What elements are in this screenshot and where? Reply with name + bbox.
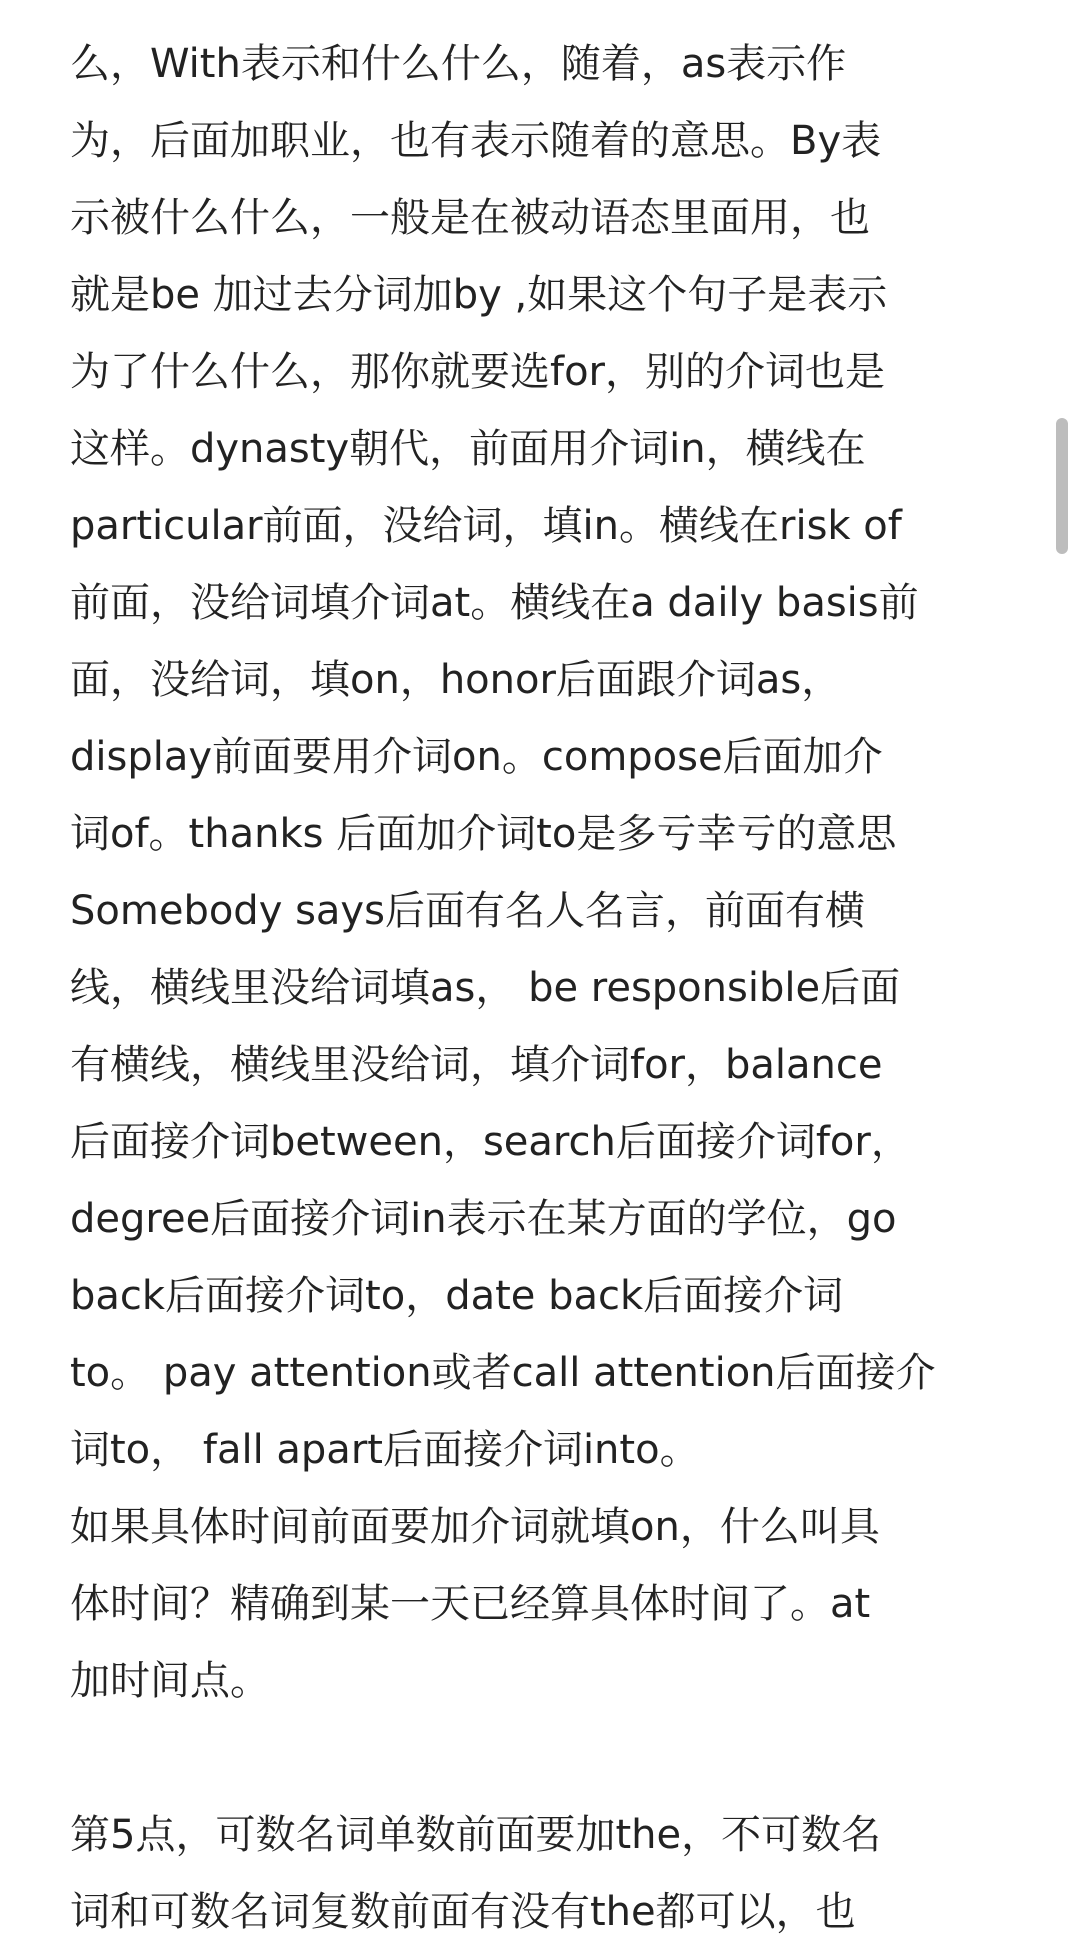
text-line: 体时间？精确到某一天已经算具体时间了。at — [70, 1581, 871, 1627]
text-line: back后面接介词to，date back后面接介词 — [70, 1273, 844, 1319]
text-line: 面，没给词，填on，honor后面跟介词as， — [70, 657, 842, 703]
text-line: 这样。dynasty朝代，前面用介词in，横线在 — [70, 426, 866, 472]
paragraph-spacer — [70, 1720, 1020, 1797]
text-line: 为，后面加职业，也有表示随着的意思。By表 — [70, 118, 882, 164]
text-line: 线，横线里没给词填as， be responsible后面 — [70, 965, 901, 1011]
text-line: 词to， fall apart后面接介词into。 — [70, 1427, 700, 1473]
text-line: 加时间点。 — [70, 1658, 270, 1704]
text-line: 为了什么什么，那你就要选for，别的介词也是 — [70, 349, 885, 395]
text-line: degree后面接介词in表示在某方面的学位，go — [70, 1196, 897, 1242]
text-line: 词of。thanks 后面加介词to是多亏幸亏的意思 — [70, 811, 897, 857]
paragraph-prepositions — [70, 26, 1020, 1489]
text-line: 么，With表示和什么什么，随着，as表示作 — [70, 41, 847, 87]
text-line: Somebody says后面有名人名言，前面有横 — [70, 888, 865, 934]
text-line: 第5点，可数名词单数前面要加the，不可数名 — [70, 1812, 882, 1858]
scrollbar-thumb[interactable] — [1056, 418, 1068, 554]
text-line: 如果具体时间前面要加介词就填on，什么叫具 — [70, 1504, 880, 1550]
paragraph-point-5 — [70, 1797, 1020, 1951]
text-line: 词和可数名词复数前面有没有the都可以，也 — [70, 1889, 856, 1935]
text-line: 前面，没给词填介词at。横线在a daily basis前 — [70, 580, 919, 626]
text-line: display前面要用介词on。compose后面加介 — [70, 734, 883, 780]
text-line: 有横线，横线里没给词，填介词for，balance — [70, 1042, 883, 1088]
paragraph-specific-time — [70, 1489, 1020, 1720]
text-line: particular前面，没给词，填in。横线在risk of — [70, 503, 902, 549]
text-line: to。 pay attention或者call attention后面接介 — [70, 1350, 936, 1396]
text-line: 就是be 加过去分词加by ,如果这个句子是表示 — [70, 272, 888, 318]
text-line: 示被什么什么，一般是在被动语态里面用，也 — [70, 195, 870, 241]
text-line: 后面接介词between，search后面接介词for， — [70, 1119, 911, 1165]
article-body — [70, 26, 1020, 1951]
